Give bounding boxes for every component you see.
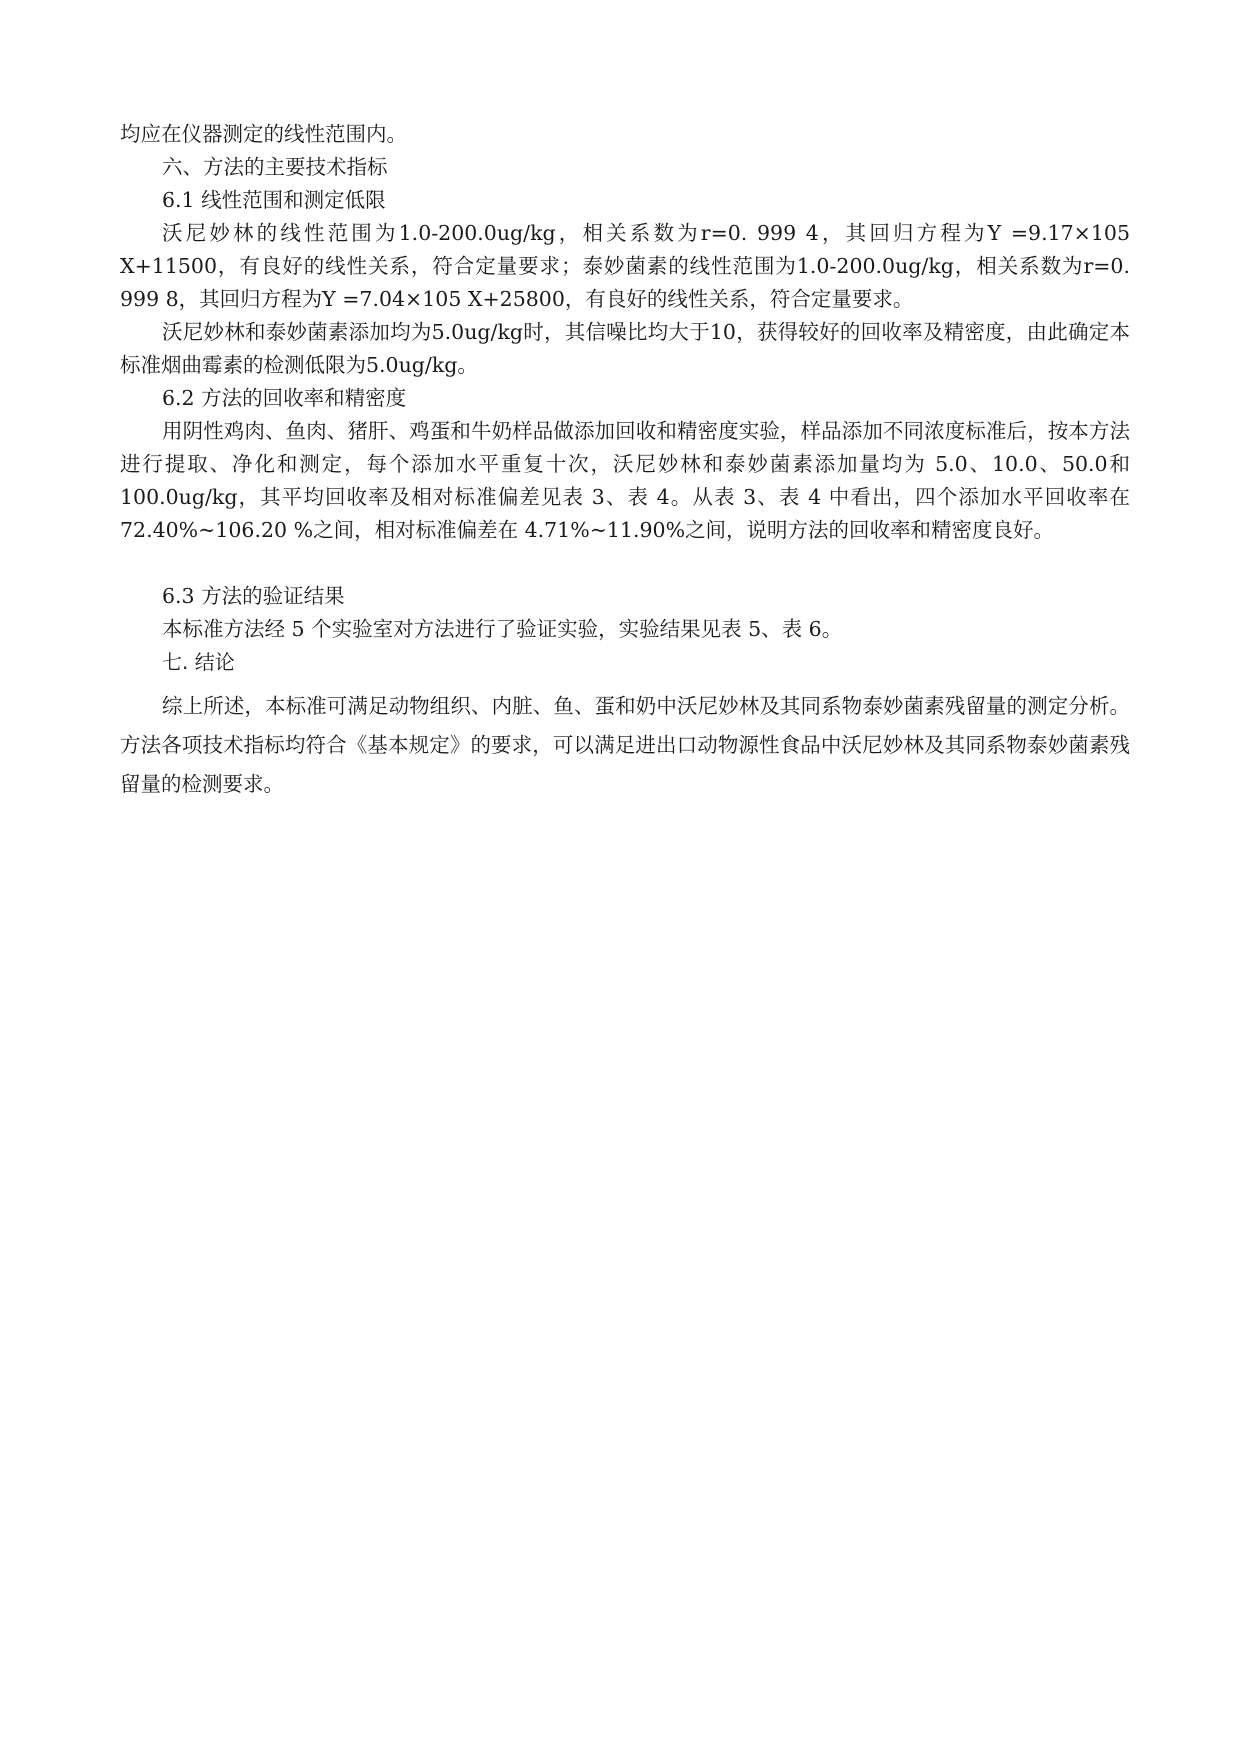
section-7-heading: 七. 结论 (162, 650, 235, 674)
lead-line: 均应在仪器测定的线性范围内。 (120, 122, 407, 146)
section-6-1-heading: 6.1 线性范围和测定低限 (162, 188, 386, 212)
section-7-paragraph: 综上所述，本标准可满足动物组织、内脏、鱼、蛋和奶中沃尼妙林及其同系物泰妙菌素残留量的测定分析。方法各项技术指标均符合《基本规定》的要求，可以满足进出口动物源性食品中沃尼妙林及其同系物泰妙菌素残留量的检测要求。 (120, 694, 1130, 796)
spacer (120, 547, 1130, 580)
section-6-2-paragraph: 用阴性鸡肉、鱼肉、猪肝、鸡蛋和牛奶样品做添加回收和精密度实验，样品添加不同浓度标准后，按本方法进行提取、净化和测定，每个添加水平重复十次，沃尼妙林和泰妙菌素添加量均为 5.0、10.0、50.0和 100.0ug/kg，其平均回收率及相对标准偏差见表 3、表 4。从表 3、表 4 中看出，四个添加水平回收率在72.40%~106.20 %之间，相对标准偏差在 4.71%~11.90%之间，说明方法的回收率和精密度良好。 (120, 419, 1130, 542)
section-6-2-heading: 6.2 方法的回收率和精密度 (162, 386, 407, 410)
document-page (120, 118, 1130, 804)
section-6-1-paragraph-1: 沃尼妙林的线性范围为1.0-200.0ug/kg，相关系数为r=0. 999 4，其回归方程为Y =9.17×105 X+11500，有良好的线性关系，符合定量要求；泰妙菌素的线性范围为1.0-200.0ug/kg，相关系数为r=0. 999 8，其回归方程为Y =7.04×105 X+25800，有良好的线性关系，符合定量要求。 (120, 221, 1130, 311)
section-6-3-paragraph: 本标准方法经 5 个实验室对方法进行了验证实验，实验结果见表 5、表 6。 (162, 617, 843, 641)
section-6-3-heading: 6.3 方法的验证结果 (162, 584, 345, 608)
section-6-heading: 六、方法的主要技术指标 (162, 155, 388, 179)
section-6-1-paragraph-2: 沃尼妙林和泰妙菌素添加均为5.0ug/kg时，其信噪比均大于10，获得较好的回收率及精密度，由此确定本标准烟曲霉素的检测低限为5.0ug/kg。 (120, 320, 1130, 377)
